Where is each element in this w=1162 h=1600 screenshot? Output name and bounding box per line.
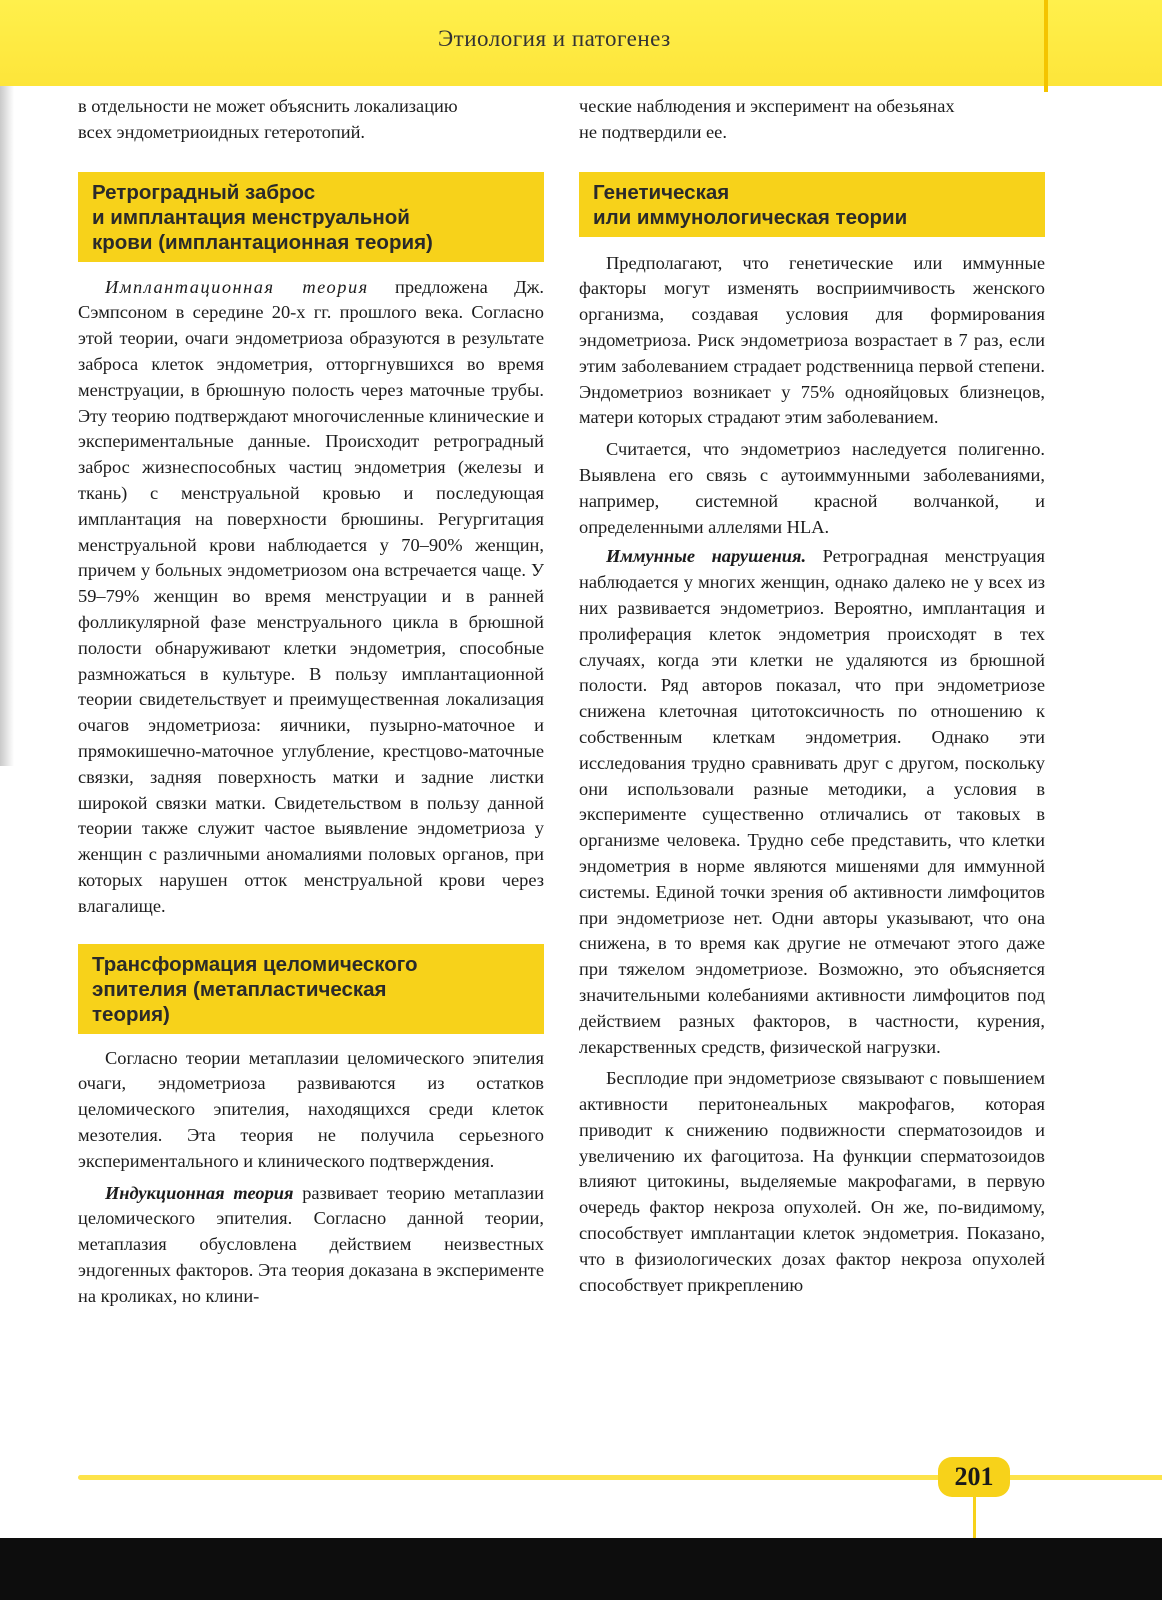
- running-header: [0, 0, 1162, 86]
- scan-bottom-border: [0, 1538, 1162, 1600]
- left-column: [78, 94, 544, 1309]
- heading-line: эпителия (метапластическая: [92, 977, 387, 1001]
- continued-paragraph: [579, 94, 1045, 146]
- intro-line-1: в отдельности не может объяснить локализацию: [78, 96, 458, 116]
- heading-line: и имплантация менструальной: [92, 205, 410, 229]
- section-heading-genetic: [579, 172, 1045, 237]
- term-induction-theory: Индукционная теория: [105, 1182, 294, 1203]
- right-column: [579, 94, 1045, 1298]
- footer-rule-right: [1010, 1475, 1162, 1480]
- heading-line: или иммунологическая теории: [593, 205, 908, 229]
- heading-line: крови (имплантационная теория): [92, 230, 433, 254]
- paragraph-immune-disorders: [579, 544, 1045, 1060]
- heading-line: Ретроградный заброс: [92, 180, 316, 204]
- paragraph-text: предложена Дж. Сэмпсоном в середине 20-х гг. прошлого века. Согласно этой теории, очаги эндометриоза образуются в результате заброса клеток эндометрия, отторгнувшихся во время менструации, в брюшную полость через маточные трубы. Эту теорию подтверждают многочисленные клинические и экспериментальные данные. Происходит ретроградный заброс жизнеспособных частиц эндометрия (железы и ткань) с менструальной кровью и последующая имплантация на поверхности брюшины. Регургитация менструальной крови наблюдается у 70–90% женщин, причем у больных эндометриозом она встречается чаще. У 59–79% женщин во время менструации и в ранней фолликулярной фазе менструального цикла в брюшной полости обнаруживают клетки эндометрия, способные размножаться в культуре. В пользу имплантационной теории свидетельствует и преимущественная локализация очагов эндометриоза: яичники, пузырно-маточное и прямокишечно-маточное углубление, крестцово-маточные связки, задняя поверхность матки и задние листки широкой связки матки. Свидетельством в пользу данной теории также служит частое выявление эндометриоза у женщин с различными аномалиями половых органов, при которых нарушен отток менструальной крови через влагалище.: [78, 276, 544, 916]
- paragraph-text: Ретроградная менструация наблюдается у многих женщин, однако далеко не у всех из них развивается эндометриоз. Вероятно, имплантация и пролиферация клеток эндометрия происходят в тех случаях, когда эти клетки не удаляются из брюшной полости. Ряд авторов показал, что при эндометриозе снижена клеточная цитотоксичность по отношению к собственным клеткам эндометрия. Однако эти исследования трудно сравнивать друг с другом, поскольку они использовали разные методики, а условия в эксперименте существенно отличались от таковых в организме человека. Трудно себе представить, что клетки эндометрия в норме являются мишенями для иммунной системы. Единой точки зрения об активности лимфоцитов при эндометриозе нет. Одни авторы указывают, что она снижена, в то время как другие не отмечают этого даже при тяжелом эндометриозе. Возможно, это объясняется значительными колебаниями активности лимфоцитов под действием разных факторов, в частности, курения, лекарственных средств, физической нагрузки.: [579, 546, 1045, 1057]
- paragraph-polygenic: Считается, что эндометриоз наследуется полигенно. Выявлена его связь с аутоиммунными заболеваниями, например, системной красной волчанкой, и определенными аллелями HLA.: [579, 439, 1045, 537]
- page-number: 201: [938, 1457, 1010, 1497]
- footer-rule: [78, 1475, 940, 1480]
- continued-paragraph: [78, 94, 544, 146]
- heading-line: Генетическая: [593, 180, 730, 204]
- term-immune-disorders: Иммунные нарушения.: [606, 546, 807, 567]
- heading-line: Трансформация целомического: [92, 952, 418, 976]
- header-divider-mark: [1044, 0, 1048, 92]
- paragraph-metaplasia: Согласно теории метаплазии целомического эпителия очаги, эндометриоза развиваются из остатков целомического эпителия, находящихся среди клеток мезотелия. Эта теория не получила серьезного экспериментального и клинического подтверждения.: [78, 1047, 544, 1171]
- section-heading-metaplastic: [78, 944, 544, 1034]
- term-implantation-theory: Имплантационная теория: [105, 276, 369, 297]
- page-edge-shadow: [0, 86, 14, 766]
- paragraph-implantation-theory: [78, 275, 544, 920]
- intro-line-2: не подтвердили ее.: [579, 121, 727, 142]
- section-heading-implantation: [78, 172, 544, 262]
- running-header-title: Этиология и патогенез: [438, 26, 671, 51]
- intro-line-2: всех эндометриоидных гетеротопий.: [78, 121, 366, 142]
- heading-line: теория): [92, 1002, 170, 1026]
- paragraph-induction-theory: [78, 1181, 544, 1310]
- paragraph-infertility: Бесплодие при эндометриозе связывают с повышением активности перитонеальных макрофагов, которая приводит к снижению подвижности сперматозоидов и увеличению их фагоцитоза. На функции сперматозоидов влияют цитокины, выделяемые макрофагами, в первую очередь фактор некроза опухолей. Он же, по-видимому, способствует имплантации клеток эндометрия. Показано, что в физиологических дозах фактор некроза опухолей способствует прикреплению: [579, 1068, 1045, 1295]
- paragraph-text: развивает теорию метаплазии целомического эпителия. Согласно данной теории, метаплазия обусловлена действием неизвестных эндогенных факторов. Эта теория доказана в эксперименте на кроликах, но клини-: [78, 1182, 545, 1306]
- paragraph-genetic-factors: Предполагают, что генетические или иммунные факторы могут изменять восприимчивость женского организма, создавая условия для формирования эндометриоза. Риск эндометриоза возрастает в 7 раз, если этим заболеванием страдает родственница первой степени. Эндометриоз возникает у 75% однояйцовых близнецов, матери которых страдают этим заболеванием.: [579, 252, 1045, 428]
- intro-line-1: ческие наблюдения и эксперимент на обезьянах: [579, 96, 955, 116]
